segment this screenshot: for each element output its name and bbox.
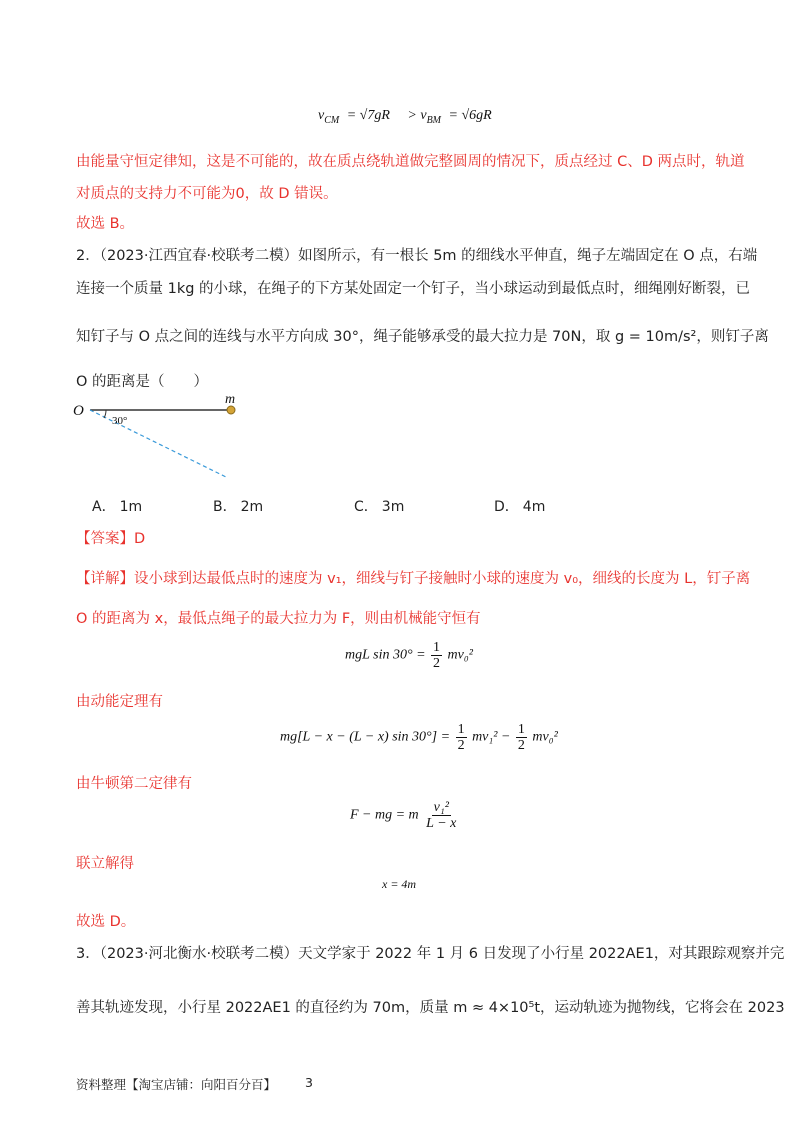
previous-answer: 故选 B。 <box>76 216 135 232</box>
q2-figure <box>70 393 250 483</box>
label-m: m <box>225 393 236 407</box>
footer-source: 资料整理【淘宝店铺：向阳百分百】 <box>76 1077 277 1092</box>
label-o: O <box>73 403 84 419</box>
equation-2: mg[L − x − (L − x) sin 30°] = $\frac{1}{2}$ mv₁² − $\frac{1}{2}$ mv₀² <box>280 722 558 753</box>
option-c: C． 3m <box>354 499 405 515</box>
q2-answer: 【答案】D <box>76 531 146 547</box>
q3-line-1: 3．（2023·河北衡水·校联考二模）天文学家于 2022 年 1 月 6 日发现了小行星 2022AE1，对其跟踪观察并完 <box>76 946 785 962</box>
option-a: A． 1m <box>92 499 143 515</box>
nail-dashed-line <box>90 410 226 477</box>
top-formula: $v_{CM} = √7gR > v_{BM} = √6gR$ <box>318 108 492 126</box>
q2-stem-line-2: 连接一个质量 1kg 的小球，在绳子的下方某处固定一个钉子，当小球运动到最低点时，细绳刚好断裂，已 <box>76 281 751 297</box>
conclusion-line-2: 对质点的支持力不可能为0，故 D 错误。 <box>76 186 338 202</box>
equation-4: x = 4m <box>382 877 417 891</box>
ball <box>227 406 235 414</box>
q2-stem-line-1: 2．（2023·江西宜春·校联考二模）如图所示，有一根长 5m 的细线水平伸直，绳子左端固定在 O 点，右端 <box>76 248 758 264</box>
step-2-text: 由动能定理有 <box>76 694 163 710</box>
q2-detail-line-1: 【详解】设小球到达最低点时的速度为 v₁，细线与钉子接触时小球的速度为 v₀，细线的长度为 L，钉子离 <box>76 571 751 587</box>
q2-stem-line-4: O 的距离是（ ） <box>76 374 209 390</box>
step-3-text: 由牛顿第二定律有 <box>76 776 192 792</box>
q3-line-2: 善其轨迹发现，小行星 2022AE1 的直径约为 70m，质量 m ≈ 4×10⁵t，运动轨迹为抛物线，它将会在 2023 <box>76 1000 785 1016</box>
q2-final-answer: 故选 D。 <box>76 914 136 930</box>
option-d: D． 4m <box>494 499 546 515</box>
label-angle: 30° <box>112 415 128 427</box>
angle-arc <box>104 410 106 418</box>
option-b: B． 2m <box>213 499 264 515</box>
footer-page-number: 3 <box>305 1075 313 1090</box>
q2-detail-line-2: O 的距离为 x，最低点绳子的最大拉力为 F，则由机械能守恒有 <box>76 611 481 627</box>
q2-stem-line-3: 知钉子与 O 点之间的连线与水平方向成 30°，绳子能够承受的最大拉力是 70N，取 g = 10m/s²，则钉子离 <box>76 329 769 345</box>
equation-3: F − mg = m $\frac{\text{v₁²}}{L - x}$ <box>350 800 457 831</box>
equation-1: mgL sin 30° = $\frac{1}{2}$ mv₀² <box>345 640 473 671</box>
conclusion-line-1: 由能量守恒定律知，这是不可能的，故在质点绕轨道做完整圆周的情况下，质点经过 C、D 两点时，轨道 <box>76 154 745 170</box>
step-4-text: 联立解得 <box>76 856 134 872</box>
